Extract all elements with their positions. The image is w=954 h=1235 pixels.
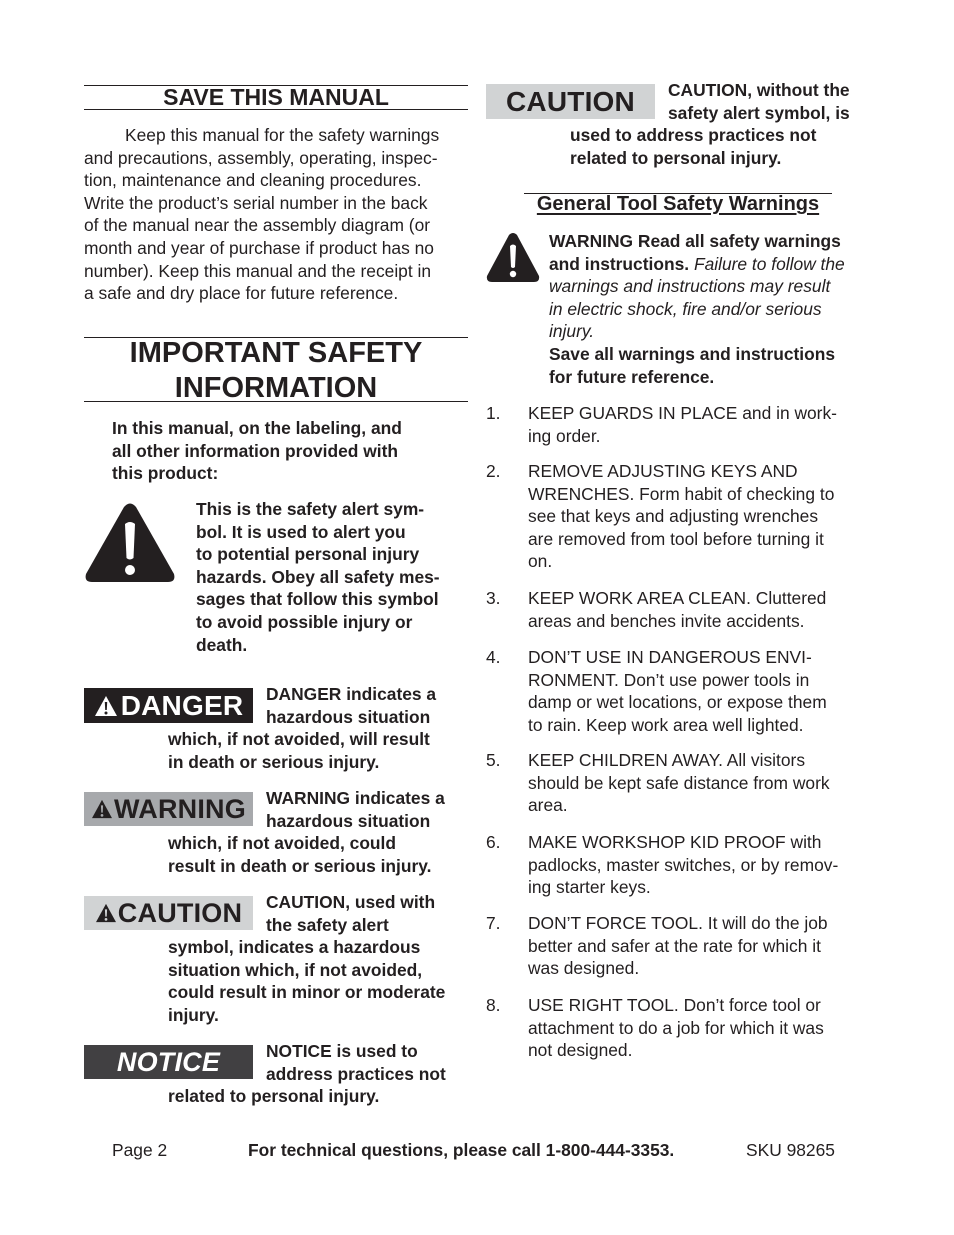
heading-rule-bottom xyxy=(84,109,468,110)
list-item xyxy=(528,912,866,980)
warning-mixed-line xyxy=(549,253,874,276)
list-item-line: USE RIGHT TOOL. Don’t force tool or xyxy=(528,995,821,1015)
list-item-line: KEEP CHILDREN AWAY. All visitors xyxy=(528,750,806,770)
paragraph-line: and precautions, assembly, operating, inspec- xyxy=(84,147,438,168)
caution-no-symbol-line: CAUTION, without the xyxy=(668,80,850,100)
list-item-line: should be kept safe distance from work xyxy=(528,772,830,793)
caution-text-top xyxy=(266,891,466,936)
general-warning-text xyxy=(549,230,874,388)
alert-line: death. xyxy=(196,634,248,655)
notice-text-top xyxy=(266,1040,466,1085)
list-item xyxy=(528,587,866,632)
list-item-line: ing order. xyxy=(528,425,601,446)
danger-label: DANGER xyxy=(120,689,244,721)
safety-alert-triangle-icon xyxy=(84,502,176,582)
list-item-line: DON’T FORCE TOOL. It will do the job xyxy=(528,913,828,933)
warning-italic-line: injury. xyxy=(549,321,595,342)
warning-text-bottom xyxy=(168,832,468,877)
list-item-line: KEEP WORK AREA CLEAN. Cluttered xyxy=(528,588,827,608)
notice-signal-badge xyxy=(84,1045,253,1079)
list-item-line: to rain. Keep work area well lighted. xyxy=(528,714,804,735)
danger-line: DANGER indicates a xyxy=(266,684,437,704)
warning-bold-segment: and instructions. xyxy=(549,253,690,274)
page-number: Page 2 xyxy=(112,1140,168,1160)
warning-italic-segment: Failure to follow the xyxy=(689,253,845,274)
warning-italic-line: in electric shock, fire and/or serious xyxy=(549,298,822,319)
caution-line: CAUTION, used with xyxy=(266,892,436,912)
danger-line: in death or serious injury. xyxy=(168,751,380,772)
intro-line: all other information provided with xyxy=(112,440,398,461)
warning-bold-line: WARNING Read all safety warnings xyxy=(549,231,841,251)
caution-line: situation which, if not avoided, xyxy=(168,959,423,980)
list-item-line: areas and benches invite accidents. xyxy=(528,610,805,631)
save-warnings-line: Save all warnings and instructions xyxy=(549,343,836,364)
caution-no-symbol-line: related to personal injury. xyxy=(570,147,782,168)
danger-text-top xyxy=(266,683,466,728)
list-item xyxy=(528,460,866,573)
list-item xyxy=(528,646,866,736)
caution-line: could result in minor or moderate xyxy=(168,982,446,1003)
caution-line: the safety alert xyxy=(266,914,389,935)
warning-line: which, if not avoided, could xyxy=(168,833,397,853)
save-manual-paragraph xyxy=(84,124,468,305)
list-item-number: 3. xyxy=(486,588,501,608)
caution-no-symbol-line: used to address practices not xyxy=(570,125,817,145)
list-item-number: 8. xyxy=(486,995,501,1015)
list-item-line: DON’T USE IN DANGEROUS ENVI- xyxy=(528,647,812,667)
danger-signal-badge xyxy=(84,688,253,723)
danger-text-bottom xyxy=(168,728,468,773)
danger-line: hazardous situation xyxy=(266,706,431,727)
list-item-line: see that keys and adjusting wrenches xyxy=(528,506,819,527)
caution-alert-icon xyxy=(95,903,117,923)
list-item-line: padlocks, master switches, or by remov- xyxy=(528,854,839,875)
list-item-number: 1. xyxy=(486,403,501,423)
list-item-number: 4. xyxy=(486,647,501,667)
intro-line: In this manual, on the labeling, and xyxy=(112,418,402,438)
general-warning-triangle-icon xyxy=(486,232,540,282)
alert-line: sages that follow this symbol xyxy=(196,589,439,610)
list-item-line: area. xyxy=(528,795,568,816)
paragraph-line: Keep this manual for the safety warnings xyxy=(125,125,440,145)
paragraph-line: Write the product’s serial number in the back xyxy=(84,192,428,213)
heading-line: IMPORTANT SAFETY xyxy=(129,337,423,369)
technical-contact: For technical questions, please call 1-800-444-3353. xyxy=(248,1140,675,1160)
warning-alert-icon xyxy=(91,799,113,819)
caution-text-bottom xyxy=(168,936,468,1026)
alert-line: to potential personal injury xyxy=(196,544,420,565)
list-item-line: RONMENT. Don’t use power tools in xyxy=(528,669,810,690)
alert-line: This is the safety alert sym- xyxy=(196,499,425,519)
caution-no-symbol-text-bottom xyxy=(570,124,870,169)
alert-line: bol. It is used to alert you xyxy=(196,521,406,542)
heading-rule-bottom xyxy=(84,401,468,402)
list-item xyxy=(528,402,866,447)
save-manual-heading: SAVE THIS MANUAL xyxy=(163,84,389,110)
list-item-line: are removed from tool before turning it xyxy=(528,528,824,549)
general-tool-heading: General Tool Safety Warnings xyxy=(536,193,820,215)
alert-line: to avoid possible injury or xyxy=(196,611,413,632)
list-item-line: ing starter keys. xyxy=(528,877,651,898)
safety-intro xyxy=(112,417,462,485)
warning-line: WARNING indicates a xyxy=(266,788,445,808)
warning-line: result in death or serious injury. xyxy=(168,855,432,876)
list-item-number: 2. xyxy=(486,461,501,481)
list-item xyxy=(528,831,866,899)
caution-no-symbol-text-top xyxy=(668,79,878,124)
list-item xyxy=(528,749,866,817)
list-item-line: attachment to do a job for which it was xyxy=(528,1017,824,1038)
save-warnings-line: for future reference. xyxy=(549,366,715,387)
notice-line: NOTICE is used to xyxy=(266,1041,418,1061)
notice-label: NOTICE xyxy=(116,1046,221,1077)
warning-italic-line: warnings and instructions may result xyxy=(549,276,831,297)
important-safety-heading xyxy=(84,336,468,406)
list-item xyxy=(528,994,866,1062)
caution-label: CAUTION xyxy=(117,897,243,928)
notice-text-bottom xyxy=(168,1085,468,1108)
caution-line: injury. xyxy=(168,1004,219,1025)
list-item-line: on. xyxy=(528,551,553,572)
paragraph-line: number). Keep this manual and the receipt in xyxy=(84,260,432,281)
notice-line: related to personal injury. xyxy=(168,1086,380,1106)
list-item-line: KEEP GUARDS IN PLACE and in work- xyxy=(528,403,837,423)
danger-alert-icon xyxy=(94,695,118,717)
list-item-line: REMOVE ADJUSTING KEYS AND xyxy=(528,461,798,481)
paragraph-line: of the manual near the assembly diagram (or xyxy=(84,215,431,236)
list-item-line: better and safer at the rate for which it xyxy=(528,935,821,956)
caution-no-symbol-line: safety alert symbol, is xyxy=(668,102,850,123)
warning-signal-badge xyxy=(84,792,253,826)
list-item-number: 7. xyxy=(486,913,501,933)
danger-line: which, if not avoided, will result xyxy=(168,729,430,749)
heading-line: INFORMATION xyxy=(174,372,378,404)
list-item-line: damp or wet locations, or expose them xyxy=(528,692,827,713)
intro-line: this product: xyxy=(112,463,219,484)
warning-line: hazardous situation xyxy=(266,810,431,831)
caution-no-symbol-badge xyxy=(486,84,655,119)
alert-symbol-text xyxy=(196,498,468,656)
paragraph-line: tion, maintenance and cleaning procedures. xyxy=(84,170,422,191)
notice-line: address practices not xyxy=(266,1063,446,1084)
caution-line: symbol, indicates a hazardous xyxy=(168,937,421,957)
paragraph-line: month and year of purchase if product has no xyxy=(84,237,434,258)
list-item-line: MAKE WORKSHOP KID PROOF with xyxy=(528,832,822,852)
list-item-line: was designed. xyxy=(528,958,640,979)
caution-signal-badge xyxy=(84,896,253,930)
paragraph-line: a safe and dry place for future reference. xyxy=(84,283,399,304)
sku-number: SKU 98265 xyxy=(746,1140,835,1160)
caution-no-symbol-label: CAUTION xyxy=(506,85,635,117)
warning-label: WARNING xyxy=(114,793,246,824)
alert-line: hazards. Obey all safety mes- xyxy=(196,566,440,587)
list-item-line: WRENCHES. Form habit of checking to xyxy=(528,483,835,504)
list-item-number: 6. xyxy=(486,832,501,852)
list-item-number: 5. xyxy=(486,750,501,770)
warning-text-top xyxy=(266,787,466,832)
list-item-line: not designed. xyxy=(528,1040,633,1061)
